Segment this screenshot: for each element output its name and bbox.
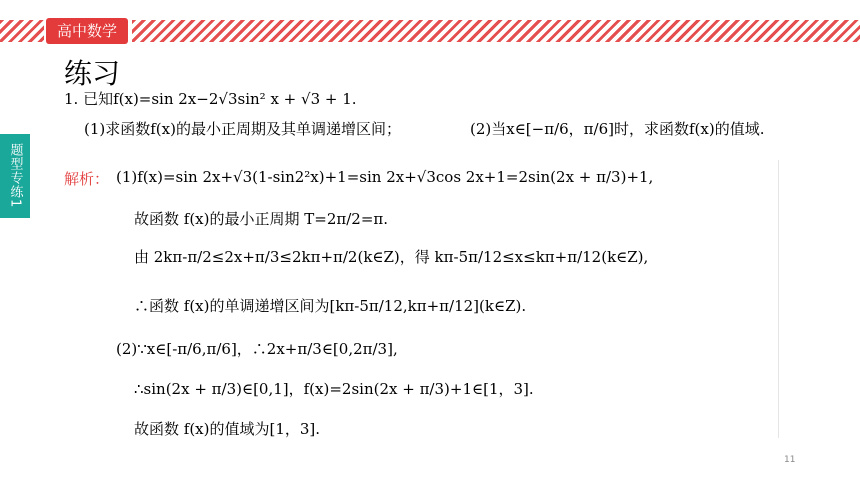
solution-step-3: 由 2kπ-π/2≤2x+π/3≤2kπ+π/2(k∈Z)，得 kπ-5π/12≤x≤kπ+π/12(k∈Z), [134,248,649,266]
solution-step-4: ∴函数 f(x)的单调递增区间为[kπ-5π/12,kπ+π/12](k∈Z). [134,297,527,315]
solution-label: 解析： [64,170,110,188]
solution-step-7: 故函数 f(x)的值域为[1，3]. [134,420,321,438]
solution-step-6: ∴sin(2x + π/3)∈[0,1]，f(x)=2sin(2x + π/3)+1∈[1，3]. [134,380,534,398]
problem-part-1: (1)求函数f(x)的最小正周期及其单调递增区间； [84,120,401,138]
solution-step-2: 故函数 f(x)的最小正周期 T=2π/2=π. [134,210,389,228]
header-decoration-right [132,20,860,42]
problem-statement: 1. 已知f(x)=sin 2x−2√3sin² x + √3 + 1. [64,90,357,108]
subject-tag: 高中数学 [46,18,128,44]
problem-part-2: (2)当x∈[−π/6，π/6]时，求函数f(x)的值域. [470,120,765,138]
page-title: 练习 [64,57,121,90]
header-decoration-left [0,20,44,42]
solution-step-5: (2)∵x∈[-π/6,π/6]，∴2x+π/3∈[0,2π/3], [116,340,398,358]
page-number: 11 [784,455,796,465]
side-section-tab: 题型专练1 [0,134,30,218]
solution-step-1: (1)f(x)=sin 2x+√3(1-sin2²x)+1=sin 2x+√3cos 2x+1=2sin(2x + π/3)+1, [116,168,654,186]
